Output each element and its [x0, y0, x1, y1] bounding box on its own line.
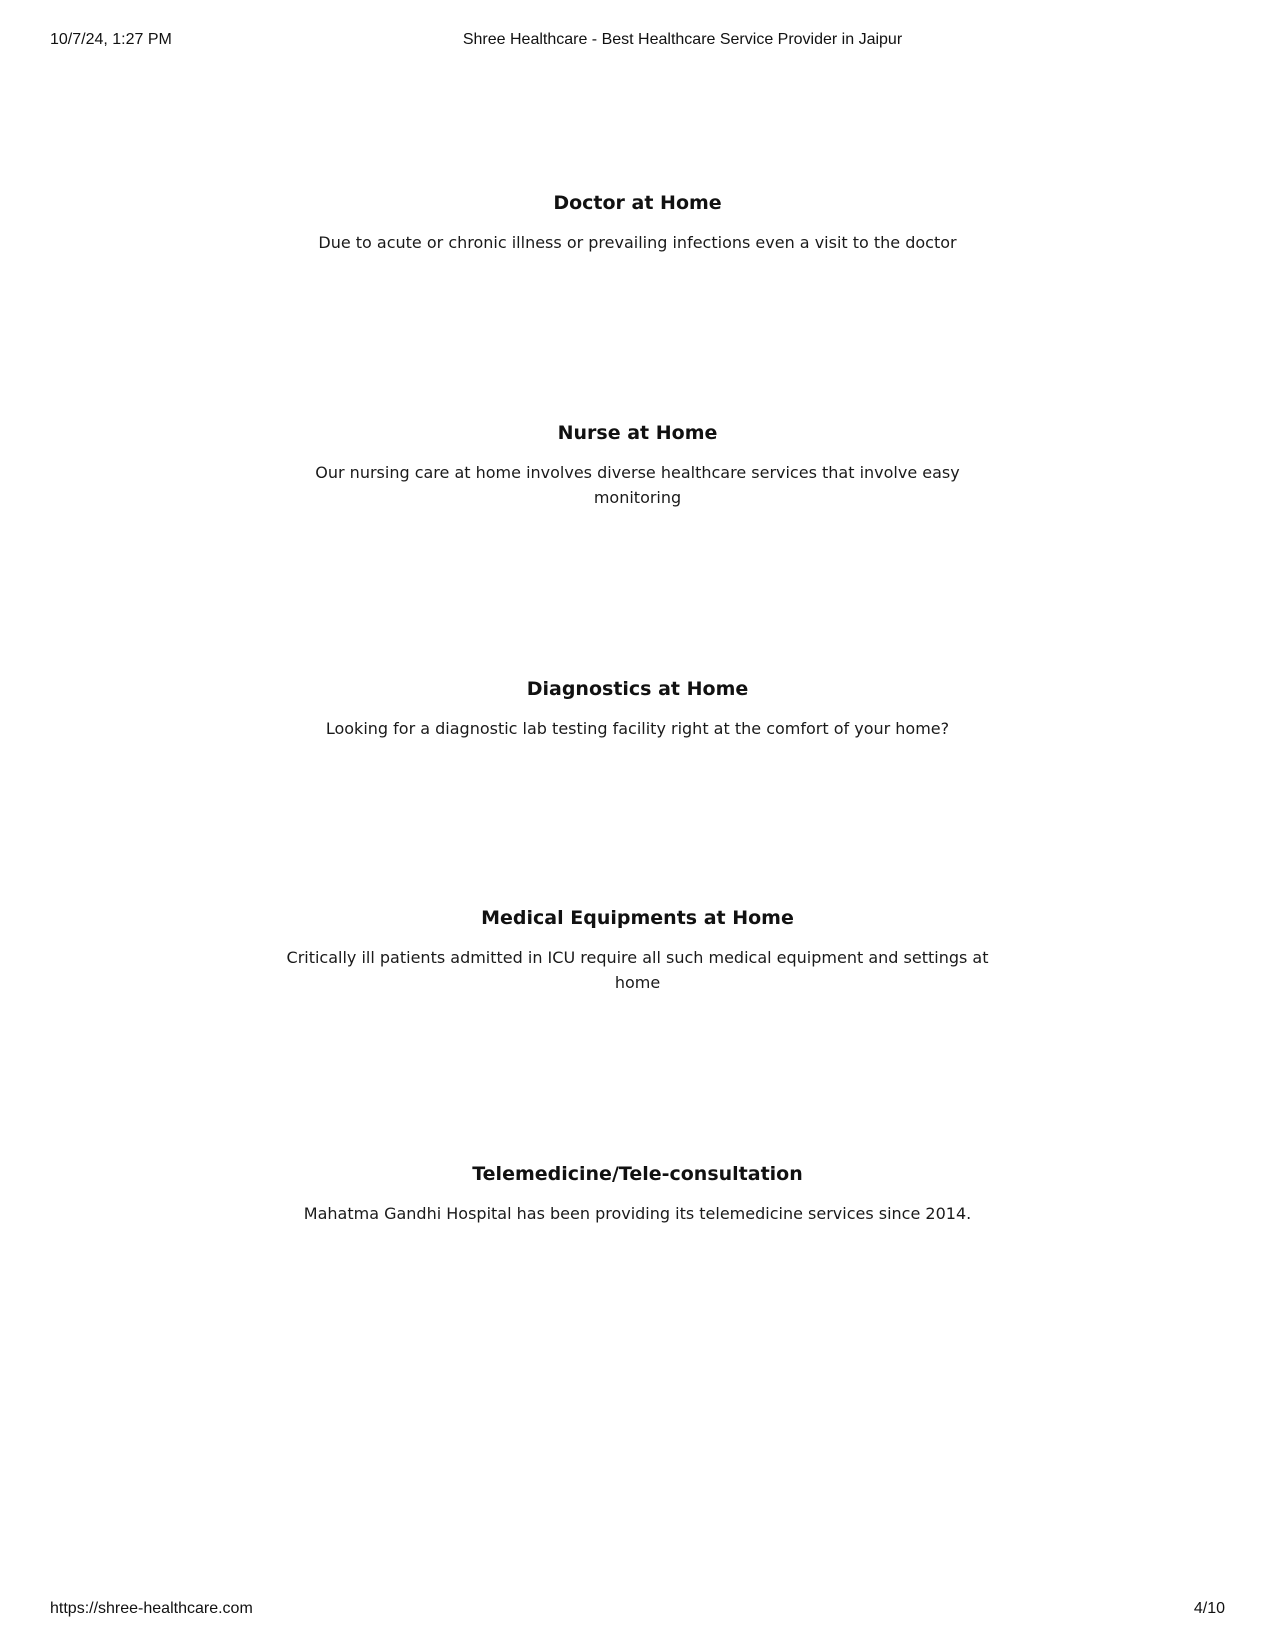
service-medical-equipments-at-home — [0, 905, 1275, 995]
service-diagnostics-at-home — [0, 676, 1275, 741]
service-doctor-at-home — [0, 190, 1275, 255]
service-title[interactable]: Medical Equipments at Home — [481, 907, 794, 929]
service-telemedicine — [0, 1161, 1275, 1226]
service-description: Looking for a diagnostic lab testing facility right at the comfort of your home? — [325, 719, 950, 738]
service-description: Critically ill patients admitted in ICU require all such medical equipment and settings at home — [286, 948, 989, 992]
page-number: 4/10 — [1193, 1600, 1225, 1617]
service-description: Due to acute or chronic illness or prevailing infections even a visit to the doctor — [318, 233, 957, 252]
print-url: https://shree-healthcare.com — [50, 1600, 253, 1617]
service-description: Mahatma Gandhi Hospital has been providing its telemedicine services since 2014. — [303, 1204, 972, 1223]
print-page-title: Shree Healthcare - Best Healthcare Service Provider in Jaipur — [462, 31, 903, 48]
service-title[interactable]: Nurse at Home — [557, 422, 718, 444]
service-nurse-at-home — [0, 420, 1275, 510]
service-description: Our nursing care at home involves diverse healthcare services that involve easy monitoring — [315, 463, 960, 507]
service-title[interactable]: Doctor at Home — [553, 192, 722, 214]
print-date: 10/7/24, 1:27 PM — [50, 31, 172, 48]
service-title[interactable]: Diagnostics at Home — [526, 678, 749, 700]
service-title[interactable]: Telemedicine/Tele-consultation — [472, 1163, 803, 1185]
